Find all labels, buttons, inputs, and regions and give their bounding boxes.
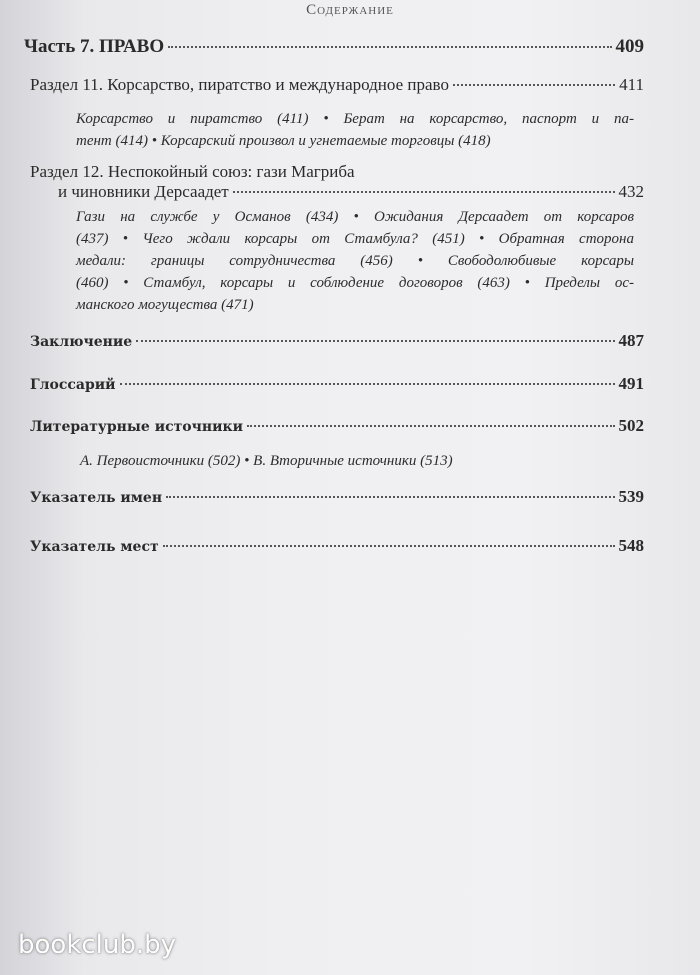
toc-section-12[interactable] <box>58 182 644 202</box>
toc-label: Литературные источники <box>30 419 243 435</box>
leader-dots <box>247 425 615 427</box>
toc-label: Заключение <box>30 334 133 350</box>
leader-dots <box>120 383 615 385</box>
leader-dots <box>163 545 615 547</box>
toc-part-7[interactable] <box>24 36 644 58</box>
leader-dots <box>453 84 615 86</box>
toc-label: Указатель мест <box>30 539 159 555</box>
subsection-line: манского могущества (471) <box>76 297 254 313</box>
toc-label: Глоссарий <box>30 377 116 393</box>
subsection-line: A. Первоисточники (502) • B. Вторичные источники (513) <box>80 453 453 469</box>
running-header: Содержание <box>306 2 394 18</box>
toc-page-number: 548 <box>618 536 644 555</box>
subsection-line: Гази на службе у Османов (434) • Ожидания Дерсаадет от корсаров <box>76 209 634 225</box>
toc-label: Раздел 11. Корсарство, пиратство и международное право <box>30 75 449 94</box>
leader-dots <box>166 496 614 498</box>
toc-page-number: 411 <box>619 75 644 94</box>
subsection-line: тент (414) • Корсарский произвол и угнетаемые торговцы (418) <box>76 133 491 149</box>
toc-subsections-12 <box>76 206 634 316</box>
toc-page-number: 409 <box>615 36 644 57</box>
toc-page-number: 487 <box>618 331 644 350</box>
toc-section-11[interactable] <box>30 75 644 95</box>
toc-page-number: 432 <box>618 182 644 201</box>
subsection-line: (437) • Чего ждали корсары от Стамбула? (451) • Обратная сторона <box>76 231 634 247</box>
toc-page-number: 539 <box>618 487 644 506</box>
leader-dots <box>168 46 611 48</box>
subsection-line: медали: границы сотрудничества (456) • Свободолюбивые корсары <box>76 253 634 269</box>
toc-names-index[interactable] <box>30 487 644 507</box>
toc-section-12-line1[interactable]: Раздел 12. Неспокойный союз: гази Магриба <box>30 162 355 181</box>
toc-page-number: 491 <box>618 374 644 393</box>
toc-literature[interactable] <box>30 416 644 436</box>
toc-page-number: 502 <box>618 416 644 435</box>
leader-dots <box>136 340 614 342</box>
watermark-logo: bookclub.by <box>18 930 177 960</box>
toc-conclusion[interactable] <box>30 331 644 351</box>
subsection-line: Корсарство и пиратство (411) • Берат на корсарство, паспорт и па- <box>76 111 634 127</box>
subsection-line: (460) • Стамбул, корсары и соблюдение договоров (463) • Пределы ос- <box>76 275 634 291</box>
toc-places-index[interactable] <box>30 536 644 556</box>
toc-label: и чиновники Дерсаадет <box>58 182 229 201</box>
toc-subsections-11 <box>76 108 634 152</box>
leader-dots <box>233 191 615 193</box>
toc-label: Указатель имен <box>30 490 163 506</box>
toc-label: Часть 7. ПРАВО <box>24 36 165 57</box>
toc-glossary[interactable] <box>30 374 644 394</box>
toc-subsections-literature <box>80 450 620 472</box>
